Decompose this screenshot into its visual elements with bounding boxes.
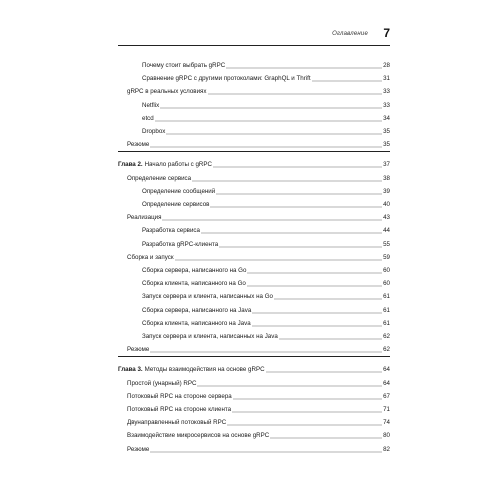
toc-entry-title — [142, 62, 225, 70]
toc-entry[interactable] — [118, 329, 390, 341]
toc-entry-text: Взаимодействие микросервисов на основе gRPC — [127, 432, 270, 440]
dot-leader — [210, 202, 382, 208]
toc-chapter-entry[interactable] — [118, 362, 390, 374]
toc-page-number: 34 — [383, 114, 390, 122]
dot-leader — [150, 142, 382, 148]
toc-entry-text: Методы взаимодействия на основе gRPC — [144, 366, 265, 374]
dot-leader — [270, 433, 382, 439]
dot-leader — [197, 381, 382, 387]
chapter-separator — [118, 356, 390, 357]
toc-page-number: 61 — [383, 319, 390, 327]
dot-leader — [312, 76, 383, 82]
toc-entry[interactable] — [118, 376, 390, 388]
toc-entry-title — [127, 175, 191, 183]
toc-entry-text: Сборка клиента, написанного на Java — [142, 319, 251, 327]
toc-entry[interactable] — [118, 171, 390, 183]
toc-page-number: 28 — [383, 62, 390, 69]
toc-page-number: 64 — [383, 379, 390, 387]
dot-leader — [233, 394, 382, 400]
toc-entry-text: Разработка сервиса — [142, 227, 200, 235]
dot-leader — [216, 189, 382, 195]
toc-entry-text: Определение сообщений — [142, 187, 216, 195]
toc-page-number: 80 — [383, 432, 390, 440]
toc-entry-text: Запуск сервера и клиента, написанных на Go — [142, 293, 273, 301]
toc-entry-title — [142, 267, 246, 275]
toc-page-number: 43 — [383, 214, 390, 222]
toc-entry[interactable] — [118, 58, 390, 70]
dot-leader — [266, 367, 383, 373]
toc-page-number: 74 — [383, 419, 390, 427]
toc-chapter-entry[interactable] — [118, 157, 390, 169]
toc-entry-title — [127, 254, 174, 262]
dot-leader — [160, 103, 382, 109]
toc-page-number: 44 — [383, 227, 390, 235]
dot-leader — [219, 242, 382, 248]
toc-entry[interactable] — [118, 316, 390, 328]
chapter-separator — [118, 151, 390, 152]
toc-entry[interactable] — [118, 415, 390, 427]
toc-entry-title — [142, 102, 159, 110]
toc-page-number: 60 — [383, 280, 390, 288]
toc-page-number: 62 — [383, 346, 390, 354]
toc-entry[interactable] — [118, 263, 390, 275]
toc-page-number: 60 — [383, 267, 390, 274]
toc-entry-title — [142, 241, 218, 249]
toc-entry-text: Резюме — [127, 141, 150, 149]
toc-page-number: 71 — [383, 406, 390, 413]
toc-page-number: 67 — [383, 392, 390, 400]
toc-entry[interactable] — [118, 124, 390, 136]
toc-entry[interactable] — [118, 442, 390, 454]
toc-entry-text: Реализация — [127, 214, 162, 222]
toc-page-number: 61 — [383, 306, 390, 314]
toc-entry-text: Dropbox — [142, 128, 166, 135]
toc-entry-text: Сборка клиента, написанного на Go — [142, 280, 246, 288]
toc-entry-text: Определение сервисов — [142, 201, 210, 208]
toc-entry[interactable] — [118, 197, 390, 209]
toc-entry[interactable] — [118, 303, 390, 315]
toc-page-number: 33 — [383, 88, 390, 96]
toc-page-number: 31 — [383, 75, 390, 83]
toc-entry-title — [127, 346, 149, 354]
toc-entry-title — [142, 188, 215, 196]
dot-leader — [208, 89, 383, 95]
toc-entry[interactable] — [118, 137, 390, 149]
toc-page-number: 61 — [383, 293, 390, 301]
toc-entry-text: Простой (унарный) RPC — [127, 379, 197, 387]
toc-page-number: 35 — [383, 141, 390, 149]
toc-entry-text: Запуск сервера и клиента, написанных на Java — [142, 333, 278, 340]
dot-leader — [150, 347, 382, 353]
toc-entry-title — [118, 366, 265, 374]
toc-entry[interactable] — [118, 223, 390, 235]
toc-entry-title — [142, 115, 154, 123]
toc-entry-text: Потоковый RPC на стороне сервера — [127, 392, 232, 400]
toc-entry[interactable] — [118, 389, 390, 401]
toc-page-number: 59 — [383, 253, 390, 261]
toc-page-number: 37 — [383, 161, 390, 169]
toc-entry[interactable] — [118, 342, 390, 354]
toc-entry-title — [142, 227, 200, 235]
toc-entry[interactable] — [118, 111, 390, 123]
toc-page-number: 55 — [383, 240, 390, 248]
chapter-label: Глава 3. — [118, 366, 143, 374]
toc-entry-text: Сравнение gRPC с другими протоколами: GraphQL и Thrift — [142, 75, 311, 83]
toc-entry-text: Почему стоит выбрать gRPC — [142, 62, 226, 69]
toc-entry[interactable] — [118, 276, 390, 288]
toc-entry-text: Определение сервиса — [127, 174, 192, 182]
dot-leader — [252, 321, 382, 327]
toc-entry-title — [142, 293, 273, 301]
dot-leader — [227, 420, 382, 426]
toc-entry-text: Сборка и запуск — [127, 253, 174, 261]
page-number: 7 — [383, 26, 390, 40]
toc-entry-title — [142, 75, 311, 83]
toc-entry-title — [127, 432, 269, 440]
dot-leader — [175, 255, 383, 261]
dot-leader — [162, 215, 382, 221]
toc-page-number: 64 — [383, 366, 390, 374]
dot-leader — [192, 176, 382, 182]
toc-entry-text: Резюме — [127, 445, 150, 453]
toc-entry-text: Потоковый RPC на стороне клиента — [127, 406, 232, 413]
toc-entry-title — [118, 161, 212, 169]
toc-entry-text: gRPC в реальных условиях — [127, 88, 207, 96]
toc-entry-title — [127, 380, 196, 388]
toc-entry[interactable] — [118, 428, 390, 440]
toc-page-number: 39 — [383, 187, 390, 195]
toc-entry-title — [127, 214, 161, 222]
toc-entry[interactable] — [118, 210, 390, 222]
toc-entry-title — [142, 128, 165, 136]
dot-leader — [150, 447, 382, 453]
dot-leader — [166, 129, 382, 135]
toc-entry-title — [142, 201, 209, 209]
toc-entry-title — [127, 393, 232, 401]
toc-entry-title — [142, 333, 278, 341]
toc-page-number: 62 — [383, 333, 390, 340]
toc-entry[interactable] — [118, 402, 390, 414]
toc-entry-title — [142, 280, 246, 288]
running-header-title: Оглавление — [332, 31, 368, 37]
toc-page-number: 40 — [383, 201, 390, 208]
toc-entry-title — [127, 419, 226, 427]
toc-entry-title — [127, 141, 149, 149]
toc-entry-title — [142, 307, 251, 315]
toc-entry-text: Netflix — [142, 101, 160, 109]
toc-page-number: 82 — [383, 445, 390, 453]
toc-entry-text: etcd — [142, 114, 154, 122]
chapter-label: Глава 2. — [118, 161, 143, 169]
toc-entry[interactable] — [118, 237, 390, 249]
dot-leader — [155, 116, 382, 122]
toc-page-number: 33 — [383, 101, 390, 109]
toc-entry-text: Резюме — [127, 346, 150, 354]
toc-entry[interactable] — [118, 71, 390, 83]
dot-leader — [247, 268, 382, 274]
toc-entry-text: Двунаправленный потоковый RPC — [127, 419, 227, 427]
toc-page-number: 35 — [383, 128, 390, 135]
dot-leader — [226, 63, 382, 69]
dot-leader — [213, 162, 382, 168]
toc-entry[interactable] — [118, 84, 390, 96]
dot-leader — [252, 308, 382, 314]
toc-entry[interactable] — [118, 289, 390, 301]
dot-leader — [274, 294, 382, 300]
running-header — [118, 27, 390, 46]
toc-entry-text: Разработка gRPC-клиента — [142, 240, 219, 248]
dot-leader — [232, 407, 382, 413]
toc-entry-title — [142, 320, 251, 328]
toc-entry[interactable] — [118, 250, 390, 262]
dot-leader — [201, 228, 382, 234]
toc-entry[interactable] — [118, 184, 390, 196]
toc-entry-title — [127, 446, 149, 454]
dot-leader — [247, 281, 382, 287]
toc-entry-title — [127, 88, 207, 96]
toc-page-number: 38 — [383, 174, 390, 182]
toc-entry-text: Сборка сервера, написанного на Go — [142, 267, 247, 274]
toc-entry[interactable] — [118, 98, 390, 110]
toc-entry-text: Начало работы с gRPC — [144, 161, 212, 169]
toc-entry-text: Сборка сервера, написанного на Java — [142, 306, 252, 314]
toc-entry-title — [127, 406, 231, 414]
dot-leader — [279, 334, 382, 340]
